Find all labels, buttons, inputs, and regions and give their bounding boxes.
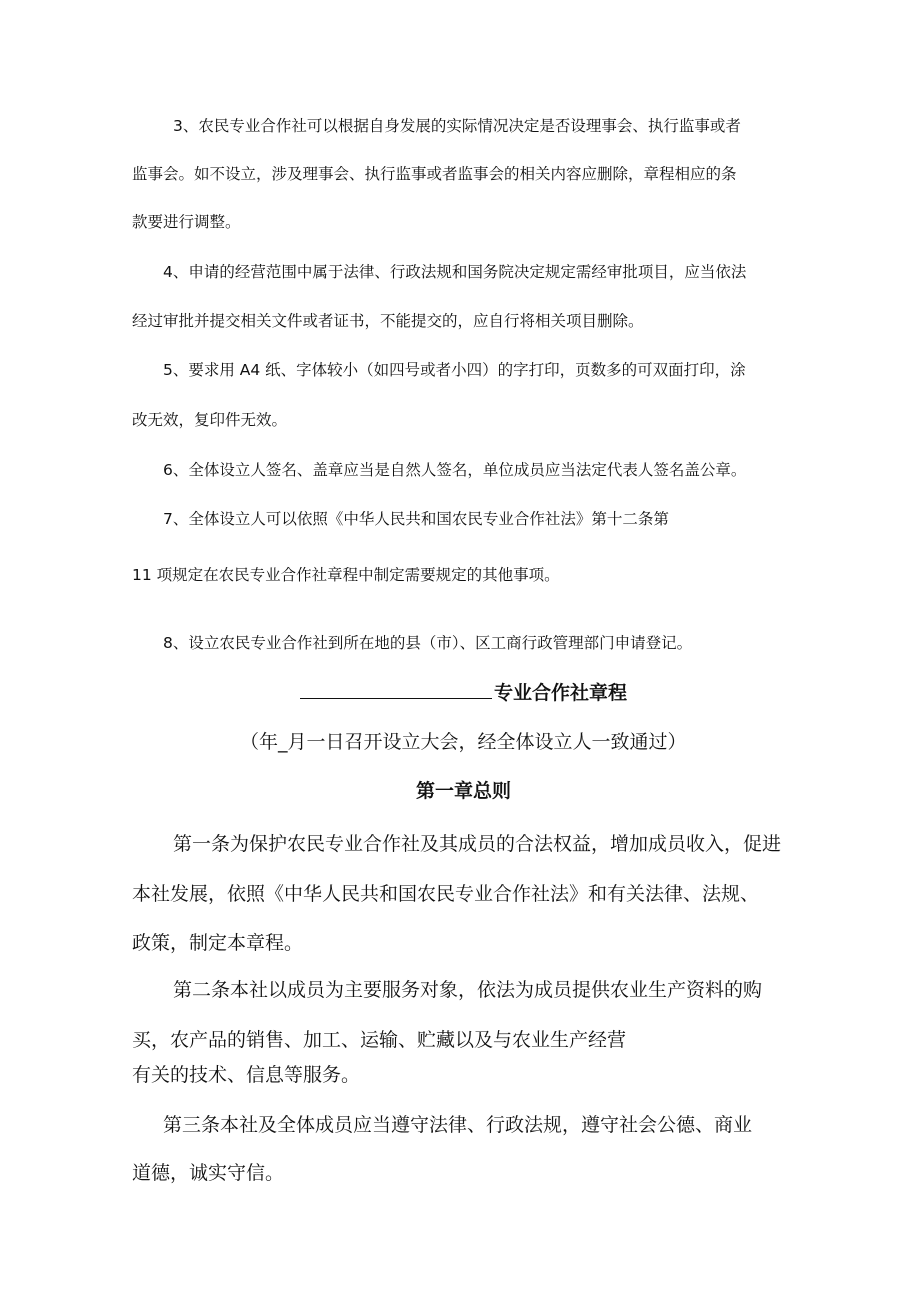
note-7-line-1: 7、全体设立人可以依照《中华人民共和国农民专业合作社法》第十二条第 <box>163 510 669 528</box>
article-2-line-3: 有关的技术、信息等服务。 <box>132 1064 361 1086</box>
charter-subtitle: （年_月一日召开设立大会，经全体设立人一致通过） <box>240 731 687 753</box>
article-1-line-2: 本社发展，依照《中华人民共和国农民专业合作社法》和有关法律、法规、 <box>132 883 760 905</box>
note-7-line-2: 11 项规定在农民专业合作社章程中制定需要规定的其他事项。 <box>132 566 560 584</box>
article-3-line-2: 道德，诚实守信。 <box>132 1162 285 1184</box>
note-4-line-1: 4、申请的经营范围中属于法律、行政法规和国务院决定规定需经审批项目，应当依法 <box>163 263 747 281</box>
note-5-line-1: 5、要求用 A4 纸、字体较小（如四号或者小四）的字打印，页数多的可双面打印，涂 <box>163 361 746 379</box>
note-3-line-3: 款要进行调整。 <box>132 213 241 231</box>
title-blank-underline <box>300 680 492 699</box>
note-3-line-2: 监事会。如不设立，涉及理事会、执行监事或者监事会的相关内容应删除，章程相应的条 <box>132 165 737 183</box>
note-3-line-1: 3、农民专业合作社可以根据自身发展的实际情况决定是否设理事会、执行监事或者 <box>173 117 741 135</box>
article-2-line-1: 第二条本社以成员为主要服务对象，依法为成员提供农业生产资料的购 <box>173 979 763 1001</box>
charter-title <box>300 678 627 705</box>
article-2-line-2: 买，农产品的销售、加工、运输、贮藏以及与农业生产经营 <box>132 1029 627 1051</box>
article-1-line-1: 第一条为保护农民专业合作社及其成员的合法权益，增加成员收入，促进 <box>173 833 782 855</box>
article-3-line-1: 第三条本社及全体成员应当遵守法律、行政法规，遵守社会公德、商业 <box>163 1114 753 1136</box>
article-1-line-3: 政策，制定本章程。 <box>132 932 304 954</box>
note-8-line-1: 8、设立农民专业合作社到所在地的县（市）、区工商行政管理部门申请登记。 <box>163 634 693 652</box>
note-6-line-1: 6、全体设立人签名、盖章应当是自然人签名，单位成员应当法定代表人签名盖公章。 <box>163 461 747 479</box>
chapter-title: 第一章总则 <box>416 780 512 802</box>
note-5-line-2: 改无效，复印件无效。 <box>132 411 288 429</box>
charter-title-text: 专业合作社章程 <box>494 682 628 704</box>
note-4-line-2: 经过审批并提交相关文件或者证书，不能提交的，应自行将相关项目删除。 <box>132 312 644 330</box>
